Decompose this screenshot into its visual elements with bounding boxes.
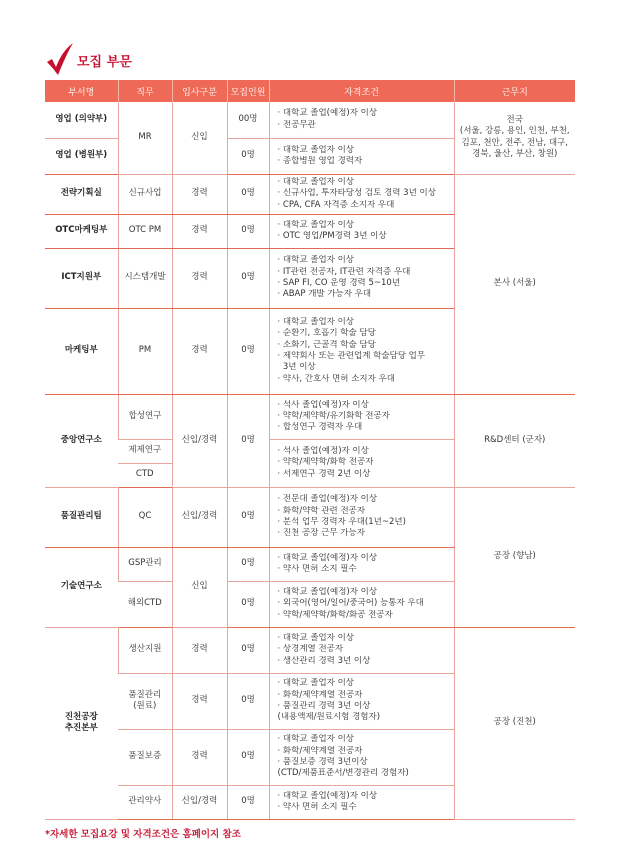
- qualification-cell: · 대학교 졸업자 이상 · 상경계열 전공자 · 생산관리 경력 3년 이상: [269, 627, 454, 673]
- qualification-cell: · 전문대 졸업(예정)자 이상 · 화학/약학 관련 전공자 · 분석 업무 경력자 우대(1년~2년) · 진천 공장 근무 가능자: [269, 487, 454, 547]
- qualification-cell: · 대학교 졸업자 이상 · 종합병원 영업 경력자: [269, 138, 454, 174]
- location-cell: 본사 (서울): [454, 174, 575, 394]
- column-header: 부서명: [45, 80, 118, 102]
- job-cell: 제제연구: [118, 439, 172, 463]
- type-cell: 경력: [172, 627, 227, 673]
- dept-cell: 마케팅부: [45, 308, 118, 394]
- dept-cell: 영업 (병원부): [45, 138, 118, 174]
- type-cell: 경력: [172, 673, 227, 729]
- count-cell: 0명: [227, 174, 269, 214]
- dept-cell: 품질관리팀: [45, 487, 118, 547]
- type-cell: 신입/경력: [172, 785, 227, 819]
- type-cell: 경력: [172, 308, 227, 394]
- count-cell: 0명: [227, 581, 269, 627]
- qualification-cell: · 대학교 졸업자 이상 · IT관련 전공자, IT관련 자격증 우대 · SAP FI, CO 운영 경력 5~10년 · ABAP 개발 가능자 우대: [269, 248, 454, 308]
- job-cell: 시스템개발: [118, 248, 172, 308]
- count-cell: 0명: [227, 308, 269, 394]
- dept-cell: ICT지원부: [45, 248, 118, 308]
- type-cell: 경력: [172, 174, 227, 214]
- job-cell: 합성연구: [118, 394, 172, 439]
- count-cell: 0명: [227, 394, 269, 487]
- type-cell: 신입/경력: [172, 487, 227, 547]
- job-cell: 품질보증: [118, 729, 172, 785]
- dept-cell: 진천공장 추진본부: [45, 627, 118, 819]
- qualification-cell: · 대학교 졸업(예정)자 이상 · 외국어(영어/일어/중국어) 능통자 우대 · 약학/제약학/화학/화공 전공자: [269, 581, 454, 627]
- count-cell: 0명: [227, 729, 269, 785]
- type-cell: 경력: [172, 248, 227, 308]
- table-row: [45, 487, 575, 547]
- column-header: 자격조건: [269, 80, 454, 102]
- type-cell: 신입/경력: [172, 394, 227, 487]
- table-row: [45, 102, 575, 138]
- type-cell: 신입: [172, 547, 227, 627]
- dept-cell: 전략기획실: [45, 174, 118, 214]
- count-cell: 0명: [227, 138, 269, 174]
- job-cell: QC: [118, 487, 172, 547]
- count-cell: 0명: [227, 627, 269, 673]
- column-header: 근무지: [454, 80, 575, 102]
- dept-cell: 기술연구소: [45, 547, 118, 627]
- dept-cell: 영업 (의약부): [45, 102, 118, 138]
- qualification-cell: · 대학교 졸업자 이상 · 신규사업, 투자타당성 검토 경력 3년 이상 · CPA, CFA 자격증 소지자 우대: [269, 174, 454, 214]
- recruitment-table: [45, 80, 575, 820]
- column-header: 직무: [118, 80, 172, 102]
- job-cell: CTD: [118, 463, 172, 487]
- count-cell: 0명: [227, 248, 269, 308]
- count-cell: 0명: [227, 487, 269, 547]
- location-cell: 공장 (향남): [454, 487, 575, 627]
- column-header: 입사구분: [172, 80, 227, 102]
- qualification-cell: · 대학교 졸업(예정)자 이상 · 약사 면허 소지 필수: [269, 785, 454, 819]
- count-cell: 0명: [227, 547, 269, 581]
- type-cell: 경력: [172, 729, 227, 785]
- qualification-cell: · 대학교 졸업자 이상 · OTC 영업/PM경력 3년 이상: [269, 214, 454, 248]
- footnote: *자세한 모집요강 및 자격조건은 홈페이지 참조: [45, 829, 241, 840]
- job-cell: 신규사업: [118, 174, 172, 214]
- table-row: [45, 394, 575, 439]
- type-cell: 신입: [172, 102, 227, 174]
- count-cell: 0명: [227, 785, 269, 819]
- type-cell: 경력: [172, 214, 227, 248]
- table-header-row: [45, 80, 575, 102]
- table-row: [45, 174, 575, 214]
- job-cell: MR: [118, 102, 172, 174]
- job-cell: 품질관리 (원료): [118, 673, 172, 729]
- section-title: 모집 부문: [77, 55, 132, 70]
- count-cell: 0명: [227, 673, 269, 729]
- qualification-cell: · 석사 졸업(예정)자 이상 · 약학/제약학/유기화학 전공자 · 합성연구 경력자 우대: [269, 394, 454, 439]
- qualification-cell: · 대학교 졸업자 이상 · 화학/제약계열 전공자 · 품질관리 경력 3년 이상 (내용액제/원료시험 경험자): [269, 673, 454, 729]
- table-row: [45, 627, 575, 673]
- job-cell: PM: [118, 308, 172, 394]
- location-cell: R&D센터 (군자): [454, 394, 575, 487]
- dept-cell: OTC마케팅부: [45, 214, 118, 248]
- location-cell: 전국 (서울, 강릉, 용인, 인천, 부천, 김포, 천안, 전주, 전남, 대구, 경북, 울산, 부산, 창원): [454, 102, 575, 174]
- job-cell: 생산지원: [118, 627, 172, 673]
- qualification-cell: · 석사 졸업(예정)자 이상 · 약학/제약학/화학 전공자 · 서제연구 경력 2년 이상: [269, 439, 454, 487]
- count-cell: 0명: [227, 214, 269, 248]
- column-header: 모집인원: [227, 80, 269, 102]
- job-cell: 해외CTD: [118, 581, 172, 627]
- check-mark-icon: [45, 42, 75, 76]
- qualification-cell: · 대학교 졸업자 이상 · 화학/제약계열 전공자 · 품질보증 경력 3년이상 (CTD/제품표준서/변경관리 경험자): [269, 729, 454, 785]
- job-cell: 관리약사: [118, 785, 172, 819]
- dept-cell: 중앙연구소: [45, 394, 118, 487]
- count-cell: 00명: [227, 102, 269, 138]
- location-cell: 공장 (진천): [454, 627, 575, 819]
- qualification-cell: · 대학교 졸업자 이상 · 순환기, 호흡기 학술 담당 · 소화기, 근골격 학술 담당 · 제약회사 또는 관련업계 학술담당 업무 3년 이상 · 약사, 간호사 면허 소지자 우대: [269, 308, 454, 394]
- qualification-cell: · 대학교 졸업(예정)자 이상 · 약사 면허 소지 필수: [269, 547, 454, 581]
- qualification-cell: · 대학교 졸업(예정)자 이상 · 전공무관: [269, 102, 454, 138]
- job-cell: GSP관리: [118, 547, 172, 581]
- job-cell: OTC PM: [118, 214, 172, 248]
